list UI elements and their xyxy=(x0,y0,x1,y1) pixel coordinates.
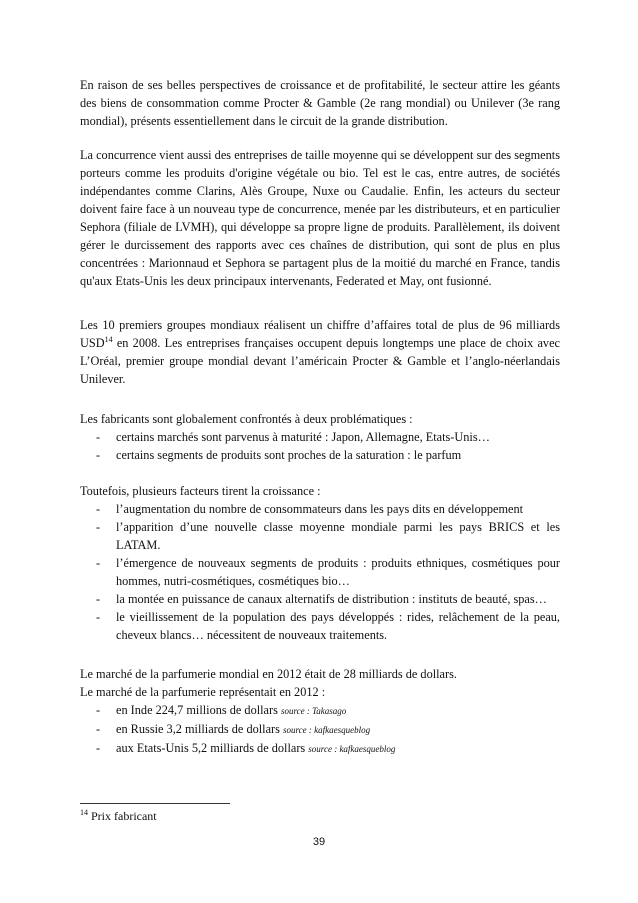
list-item: - le vieillissement de la population des pays développés : rides, relâchement de la peau, cheveux blancs… nécessitent de nouveaux traitements. xyxy=(80,608,560,644)
market-item-source: source : Takasago xyxy=(280,706,347,716)
market-item-text: en Russie 3,2 milliards de dollars xyxy=(116,722,280,736)
market-item-text: en Inde 224,7 millions de dollars xyxy=(116,703,278,717)
market-line-2: Le marché de la parfumerie représentait en 2012 : xyxy=(80,685,326,699)
paragraph-text xyxy=(80,316,560,388)
list-item xyxy=(80,739,560,758)
list-item: - l’apparition d’une nouvelle classe moyenne mondiale parmi les pays BRICS et les LATAM. xyxy=(80,518,560,554)
market-item-source: source : kafkaesqueblog xyxy=(283,725,371,735)
market-list xyxy=(80,701,560,758)
footnote-divider xyxy=(80,803,230,804)
footnote xyxy=(80,809,157,824)
list-item: - certains segments de produits sont proches de la saturation : le parfum xyxy=(80,446,560,464)
footnote-text: Prix fabricant xyxy=(88,809,157,823)
growth-list xyxy=(80,500,560,644)
growth-intro: Toutefois, plusieurs facteurs tirent la croissance : xyxy=(80,484,321,498)
paragraph-text-start: Les 10 premiers groupes mondiaux réalisent un chiffre d’affaires total de plus de 96 milliards USD xyxy=(80,318,560,350)
page-number: 39 xyxy=(312,836,326,848)
list-item: - certains marchés sont parvenus à maturité : Japon, Allemagne, Etats-Unis… xyxy=(80,428,560,446)
footnote-number: 14 xyxy=(80,808,88,817)
problems-list xyxy=(80,428,560,464)
market-item-source: source : kafkaesqueblog xyxy=(308,744,396,754)
paragraph-text-end: en 2008. Les entreprises françaises occupent depuis longtemps une place de choix avec L’Oréal, premier groupe mondial devant l’américain Procter & Gamble et l’anglo-néerlandais Unilever. xyxy=(80,336,560,386)
list-item xyxy=(80,720,560,739)
section-problems xyxy=(80,410,560,464)
paragraph-competition-giants xyxy=(80,76,560,130)
footnote-reference[interactable]: 14 xyxy=(104,334,113,344)
section-perfume-market xyxy=(80,665,560,758)
paragraph-text: En raison de ses belles perspectives de croissance et de profitabilité, le secteur attire les géants des biens de consommation comme Procter & Gamble (2e rang mondial) ou Unilever (3e rang mondial), présents essentiellement dans le circuit de la grande distribution. xyxy=(80,78,560,128)
paragraph-top-groups xyxy=(80,316,560,388)
list-item: - l’émergence de nouveaux segments de produits : produits ethniques, cosmétiques pour hommes, nutri-cosmétiques, cosmétiques bio… xyxy=(80,554,560,590)
list-item xyxy=(80,701,560,720)
market-line-1: Le marché de la parfumerie mondial en 2012 était de 28 milliards de dollars. xyxy=(80,667,457,681)
paragraph-text: La concurrence vient aussi des entreprises de taille moyenne qui se développent sur des segments porteurs comme les produits d'origine végétale ou bio. Tel est le cas, entre autres, de sociétés indépendantes comme Clarins, Alès Groupe, Nuxe ou Caudalie. Enfin, les acteurs du secteur doivent faire face à un nouveau type de concurrence, menée par les distributeurs, et en particulier Sephora (filiale de LVMH), qui développe sa propre ligne de produits. Parallèlement, ils doivent gérer le durcissement des rapports avec ces chaînes de distribution, qui sont de plus en plus concentrées : Marionnaud et Sephora se partagent plus de la moitié du marché en France, tandis qu'aux Etats-Unis les deux principaux intervenants, Federated et May, ont fusionné. xyxy=(80,148,560,288)
list-item: - la montée en puissance de canaux alternatifs de distribution : instituts de beauté, spas… xyxy=(80,590,560,608)
problems-intro: Les fabricants sont globalement confrontés à deux problématiques : xyxy=(80,412,413,426)
list-item: - l’augmentation du nombre de consommateurs dans les pays dits en développement xyxy=(80,500,560,518)
paragraph-competition-midsize xyxy=(80,146,560,290)
section-growth-factors xyxy=(80,482,560,644)
market-item-text: aux Etats-Unis 5,2 milliards de dollars xyxy=(116,741,306,755)
